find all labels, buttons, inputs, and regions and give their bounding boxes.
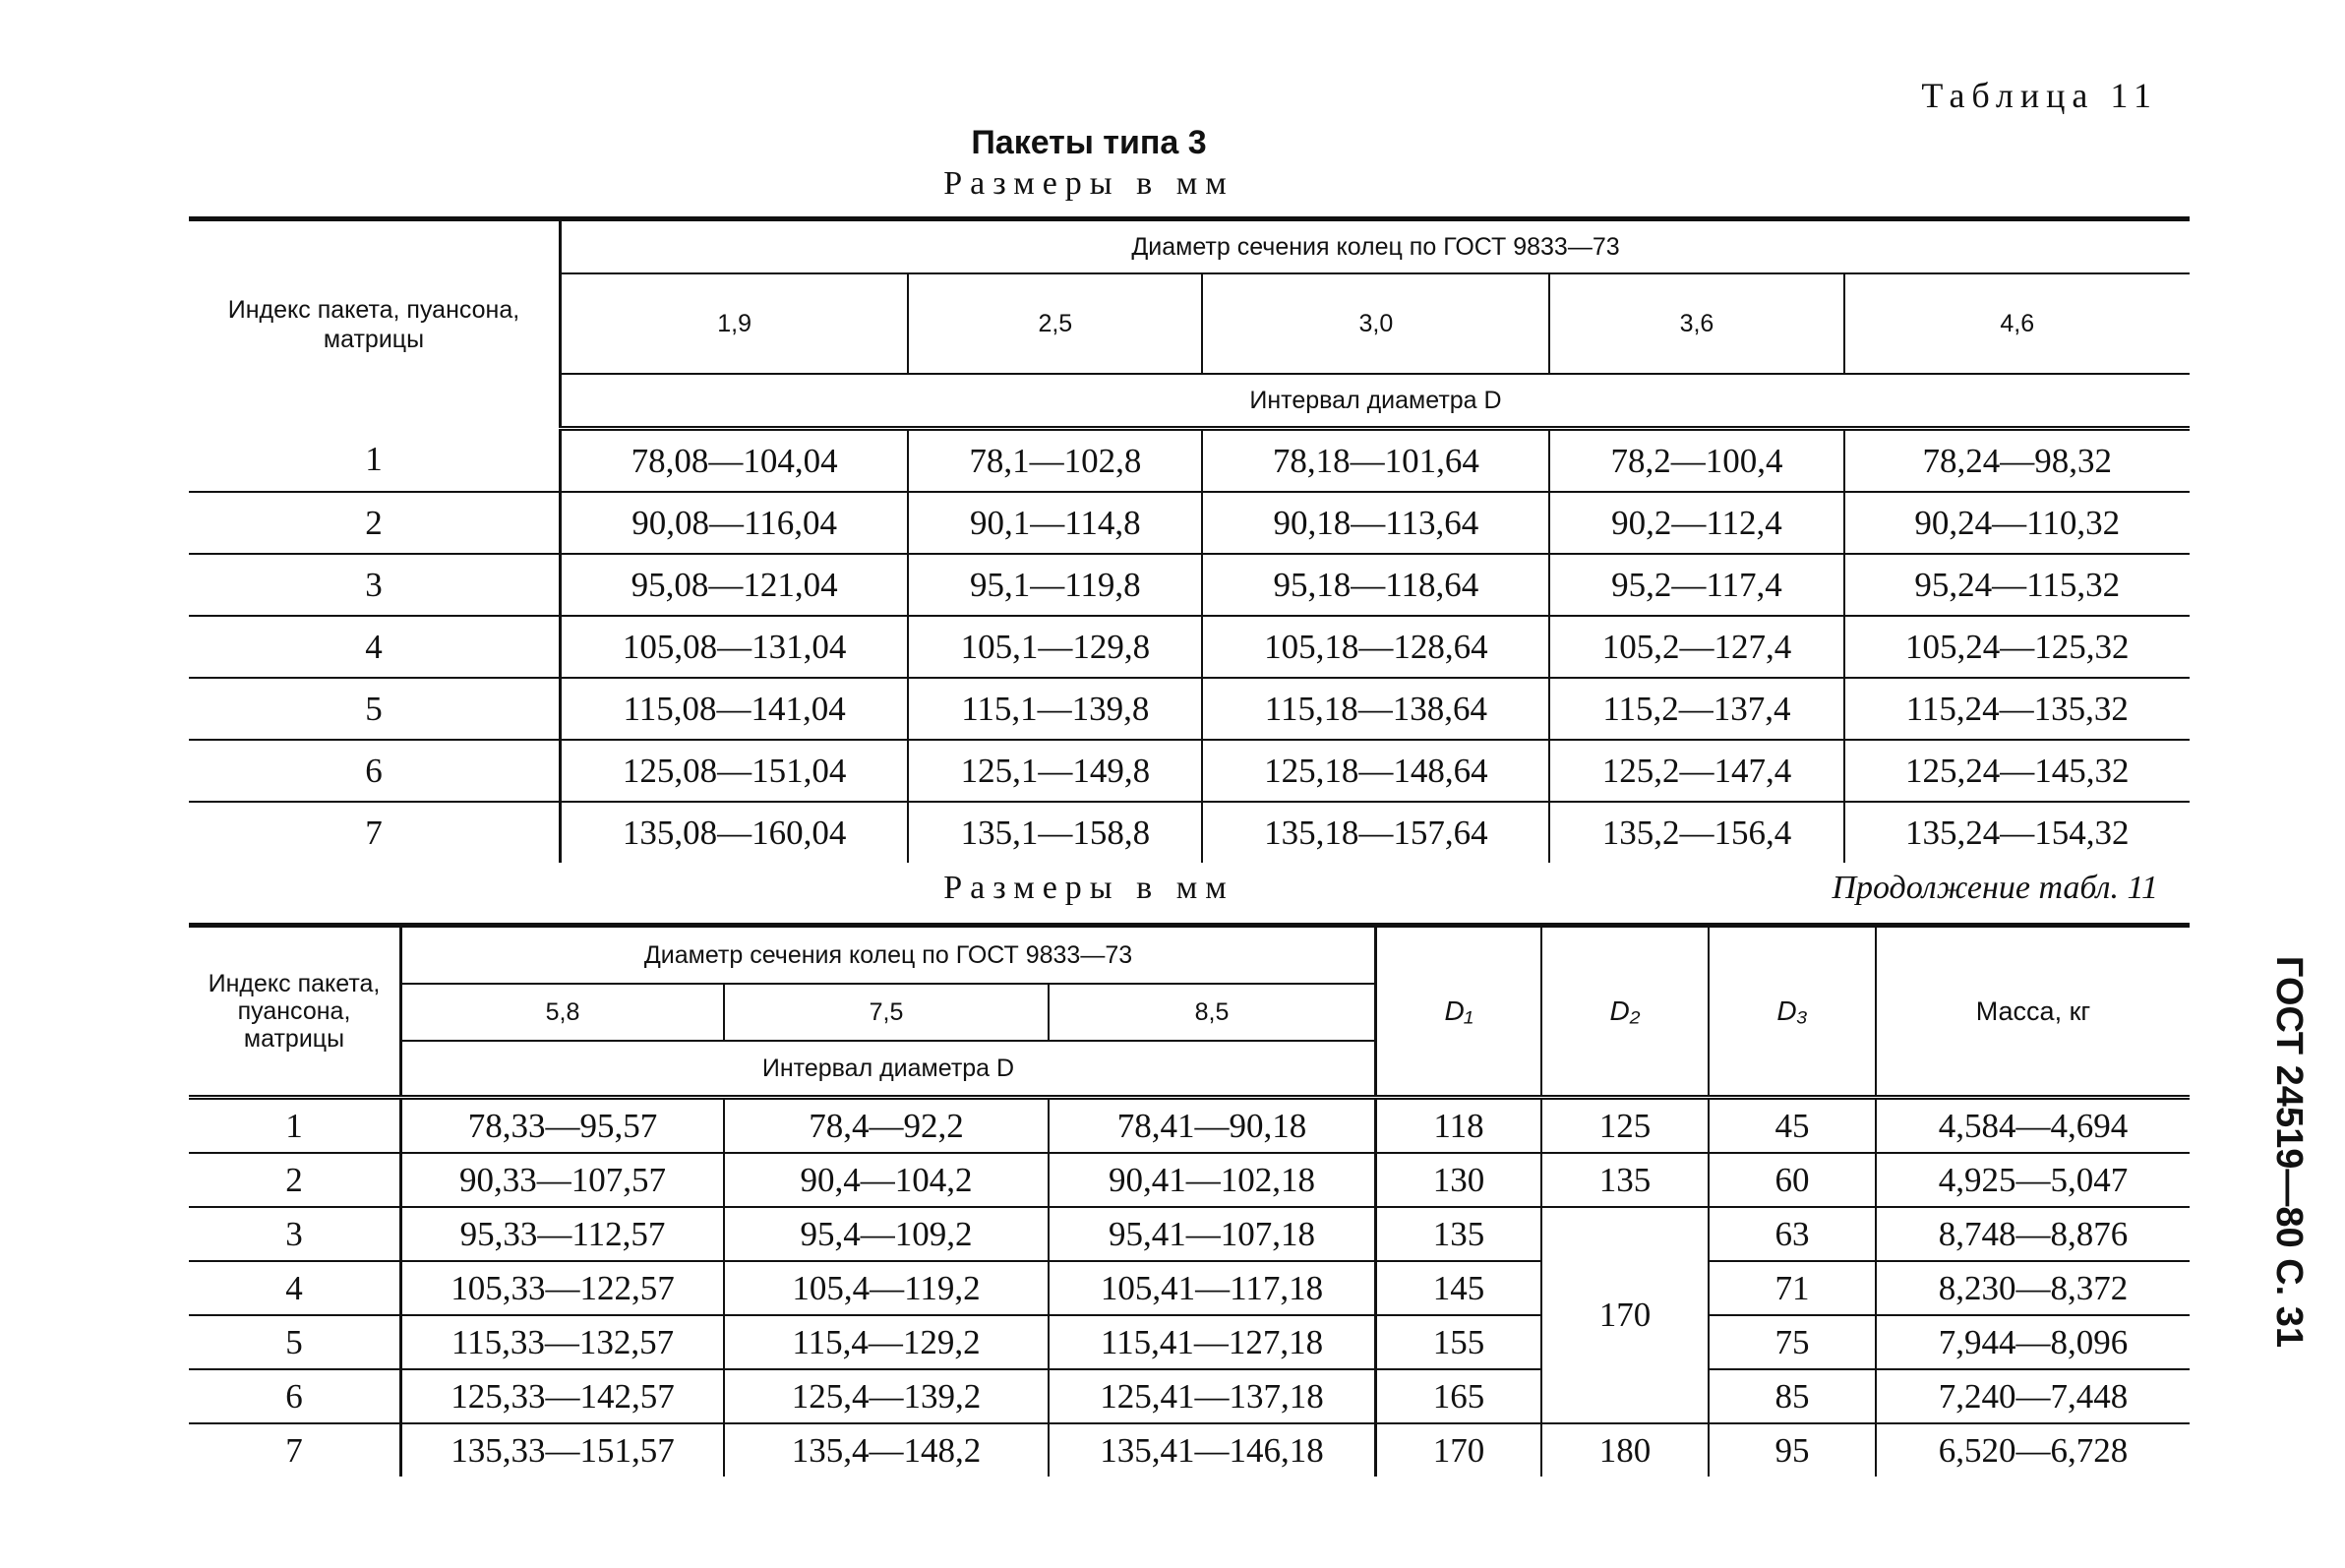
- range-cell: 90,24—110,32: [1844, 492, 2190, 554]
- range-cell: 90,33—107,57: [401, 1153, 725, 1207]
- col-5-8: 5,8: [401, 984, 725, 1041]
- col-3-0: 3,0: [1202, 273, 1549, 374]
- range-cell: 78,33—95,57: [401, 1098, 725, 1154]
- range-cell: 105,2—127,4: [1549, 616, 1843, 678]
- index-cell: 7: [189, 1423, 401, 1477]
- index-cell: 4: [189, 1261, 401, 1315]
- range-cell: 78,41—90,18: [1049, 1098, 1376, 1154]
- table-row: [189, 802, 2190, 863]
- range-cell: 125,08—151,04: [561, 740, 909, 802]
- mass-cell: 6,520—6,728: [1938, 1430, 2129, 1470]
- range-cell: 115,08—141,04: [561, 678, 909, 740]
- index-cell: 7: [189, 802, 561, 863]
- range-cell: 135,33—151,57: [401, 1423, 725, 1477]
- range-cell: 95,41—107,18: [1049, 1207, 1376, 1261]
- range-cell: 135,18—157,64: [1202, 802, 1549, 863]
- index-header: Индекс пакета, пуансона, матрицы: [189, 219, 561, 429]
- table-row: [189, 1423, 2190, 1477]
- col-3-6: 3,6: [1549, 273, 1843, 374]
- table-row: [189, 1315, 2190, 1369]
- range-cell: 90,4—104,2: [724, 1153, 1049, 1207]
- index-header: Индекс пакета, пуансона, матрицы: [189, 926, 401, 1098]
- table-row: [189, 740, 2190, 802]
- table-row: [189, 1261, 2190, 1315]
- range-cell: 115,2—137,4: [1549, 678, 1843, 740]
- range-cell: 115,4—129,2: [724, 1315, 1049, 1369]
- d1-cell: 170: [1376, 1423, 1542, 1477]
- range-cell: 115,33—132,57: [401, 1315, 725, 1369]
- range-cell: 78,24—98,32: [1844, 429, 2190, 493]
- units-caption-bottom-text: Размеры в мм: [943, 870, 1234, 906]
- table-number-label: Таблица 11: [1921, 76, 2158, 115]
- d3-cell: 95: [1709, 1423, 1876, 1477]
- units-caption-top: [0, 165, 2345, 203]
- d3-cell: 45: [1709, 1098, 1876, 1154]
- table-row: [189, 1369, 2190, 1423]
- table2-body: [189, 1098, 2190, 1478]
- mass-cell: 7,240—7,448: [1876, 1369, 2190, 1423]
- range-cell: 115,41—127,18: [1049, 1315, 1376, 1369]
- range-cell: 78,08—104,04: [561, 429, 909, 493]
- range-cell: 95,1—119,8: [908, 554, 1202, 616]
- range-cell: 90,08—116,04: [561, 492, 909, 554]
- range-cell: 78,1—102,8: [908, 429, 1202, 493]
- ring-diameter-header: Диаметр сечения колец по ГОСТ 9833—73: [401, 926, 1376, 985]
- range-cell: 135,1—158,8: [908, 802, 1202, 863]
- d3-cell: 71: [1709, 1261, 1876, 1315]
- table-title-text: Пакеты типа 3: [971, 124, 1207, 161]
- d1-cell: 145: [1376, 1261, 1542, 1315]
- d2-merged-cell: 170: [1541, 1207, 1709, 1423]
- mass-cell: 8,230—8,372: [1876, 1261, 2190, 1315]
- range-cell: 105,41—117,18: [1049, 1261, 1376, 1315]
- interval-header: Интервал диаметра D: [561, 374, 2191, 429]
- range-cell: 125,24—145,32: [1844, 740, 2190, 802]
- index-cell: 6: [189, 740, 561, 802]
- range-cell: 95,18—118,64: [1202, 554, 1549, 616]
- index-cell: 4: [189, 616, 561, 678]
- range-cell: 90,41—102,18: [1049, 1153, 1376, 1207]
- index-cell: 3: [189, 1207, 401, 1261]
- d3-cell: 75: [1709, 1315, 1876, 1369]
- range-cell: 135,24—154,32: [1905, 813, 2130, 852]
- range-cell: 90,18—113,64: [1202, 492, 1549, 554]
- ring-diameter-header: Диаметр сечения колец по ГОСТ 9833—73: [561, 219, 2191, 274]
- d3-cell: 63: [1709, 1207, 1876, 1261]
- table-row: [189, 678, 2190, 740]
- range-cell: 135,4—148,2: [724, 1423, 1049, 1477]
- d3-header: D₃: [1709, 926, 1876, 1098]
- d3-cell: 60: [1709, 1153, 1876, 1207]
- range-cell: 105,4—119,2: [724, 1261, 1049, 1315]
- range-cell: 125,18—148,64: [1202, 740, 1549, 802]
- mass-cell: 8,748—8,876: [1876, 1207, 2190, 1261]
- range-cell: 135,08—160,04: [561, 802, 909, 863]
- range-cell: 125,33—142,57: [401, 1369, 725, 1423]
- index-cell: 2: [189, 492, 561, 554]
- range-cell: 105,08—131,04: [561, 616, 909, 678]
- table1-body: [189, 429, 2190, 864]
- range-cell: 78,4—92,2: [724, 1098, 1049, 1154]
- range-cell: 78,2—100,4: [1549, 429, 1843, 493]
- index-cell: 6: [189, 1369, 401, 1423]
- table-row: [189, 1098, 2190, 1154]
- range-cell: 95,24—115,32: [1844, 554, 2190, 616]
- index-cell: 5: [189, 1315, 401, 1369]
- range-cell: 135,41—146,18: [1049, 1423, 1376, 1477]
- d1-cell: 135: [1376, 1207, 1542, 1261]
- range-cell: 95,4—109,2: [724, 1207, 1049, 1261]
- index-cell: 3: [189, 554, 561, 616]
- range-cell: 95,08—121,04: [561, 554, 909, 616]
- mass-cell: 7,944—8,096: [1876, 1315, 2190, 1369]
- d1-header: D₁: [1376, 926, 1542, 1098]
- index-cell: 5: [189, 678, 561, 740]
- index-cell: 2: [189, 1153, 401, 1207]
- range-cell: 105,18—128,64: [1202, 616, 1549, 678]
- range-cell: 115,24—135,32: [1844, 678, 2190, 740]
- range-cell: 95,33—112,57: [401, 1207, 725, 1261]
- table-row: [189, 554, 2190, 616]
- mass-cell: 4,584—4,694: [1876, 1098, 2190, 1154]
- range-cell: 105,24—125,32: [1844, 616, 2190, 678]
- index-cell: 1: [189, 429, 561, 493]
- table-row: [189, 492, 2190, 554]
- range-cell: 90,2—112,4: [1549, 492, 1843, 554]
- range-cell: 95,2—117,4: [1549, 554, 1843, 616]
- col-1-9: 1,9: [561, 273, 909, 374]
- range-cell: 78,18—101,64: [1202, 429, 1549, 493]
- table-type3-part2: [189, 923, 2190, 1477]
- d2-header: D₂: [1541, 926, 1709, 1098]
- col-8-5: 8,5: [1049, 984, 1376, 1041]
- col-4-6: 4,6: [1844, 273, 2190, 374]
- table-row: [189, 429, 2190, 493]
- table-row: [189, 616, 2190, 678]
- range-cell: 125,1—149,8: [908, 740, 1202, 802]
- range-cell: 90,1—114,8: [908, 492, 1202, 554]
- continuation-label: Продолжение табл. 11: [1832, 870, 2158, 906]
- d3-cell: 85: [1709, 1369, 1876, 1423]
- mass-cell: 4,925—5,047: [1876, 1153, 2190, 1207]
- table-row: [189, 1153, 2190, 1207]
- d1-cell: 130: [1376, 1153, 1542, 1207]
- d2-cell: 180: [1541, 1423, 1709, 1477]
- range-cell: 115,18—138,64: [1202, 678, 1549, 740]
- d1-cell: 155: [1376, 1315, 1542, 1369]
- col-7-5: 7,5: [724, 984, 1049, 1041]
- d2-cell: 125: [1541, 1098, 1709, 1154]
- index-cell: 1: [189, 1098, 401, 1154]
- interval-header: Интервал диаметра D: [401, 1041, 1376, 1098]
- range-cell: 125,2—147,4: [1549, 740, 1843, 802]
- range-cell: 125,41—137,18: [1049, 1369, 1376, 1423]
- table-title: [0, 124, 2345, 162]
- table-row: [189, 1207, 2190, 1261]
- col-2-5: 2,5: [908, 273, 1202, 374]
- standard-page-reference: ГОСТ 24519—80 С. 31: [2268, 955, 2310, 1348]
- units-caption-top-text: Размеры в мм: [943, 165, 1234, 202]
- range-cell: 125,4—139,2: [724, 1369, 1049, 1423]
- table-type3-part1: [189, 216, 2190, 863]
- d2-cell: 135: [1541, 1153, 1709, 1207]
- range-cell: 135,2—156,4: [1549, 802, 1843, 863]
- d1-cell: 165: [1376, 1369, 1542, 1423]
- mass-header: Масса, кг: [1876, 926, 2190, 1098]
- range-cell: 105,1—129,8: [908, 616, 1202, 678]
- range-cell: 115,1—139,8: [908, 678, 1202, 740]
- d1-cell: 118: [1376, 1098, 1542, 1154]
- range-cell: 105,33—122,57: [401, 1261, 725, 1315]
